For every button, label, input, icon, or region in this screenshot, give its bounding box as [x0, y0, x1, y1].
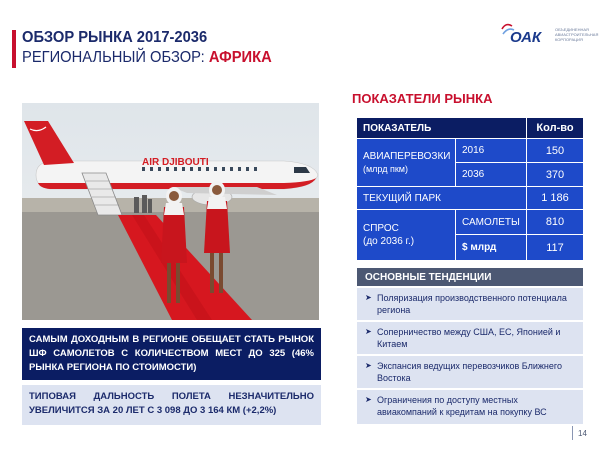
logo-subtitle: ОБЪЕДИНЕННАЯ АВИАСТРОИТЕЛЬНАЯ КОРПОРАЦИЯ — [555, 27, 599, 42]
demand-title: СПРОС — [363, 223, 399, 234]
trend-text: Экспансия ведущих перевозчиков Ближнего Востока — [377, 361, 562, 383]
arrow-bullet-icon: ➤ — [365, 293, 372, 302]
trend-item — [357, 356, 583, 388]
arrow-bullet-icon: ➤ — [365, 361, 372, 370]
trend-item — [357, 390, 583, 424]
trend-text: Соперничество между США, ЕС, Японией и Китаем — [377, 327, 561, 349]
trend-text: Поляризация производственного потенциала региона — [377, 293, 567, 315]
value-2016: 150 — [527, 139, 583, 162]
aircraft-value: 810 — [527, 210, 583, 234]
value-2036: 370 — [527, 163, 583, 186]
arrow-bullet-icon: ➤ — [365, 395, 372, 404]
year-2016-label: 2016 — [456, 139, 526, 162]
col-indicator-header: ПОКАЗАТЕЛЬ — [357, 118, 526, 138]
subtitle-region: АФРИКА — [208, 49, 272, 66]
page-number: 14 — [578, 429, 587, 438]
money-label: $ млрд — [456, 235, 526, 260]
demand-label — [357, 210, 455, 260]
money-value: 117 — [527, 235, 583, 260]
trends-title: ОСНОВНЫЕ ТЕНДЕНЦИИ — [357, 268, 583, 286]
aircraft-label: САМОЛЕТЫ — [456, 210, 526, 234]
uac-logo — [500, 20, 599, 50]
profitable-market-note: САМЫМ ДОХОДНЫМ В РЕГИОНЕ ОБЕЩАЕТ СТАТЬ РЫНОК ШФ САМОЛЕТОВ С КОЛИЧЕСТВОМ МЕСТ ДО 325 (46% РЫНКА РЕГИОНА ПО СТОИМОСТИ) — [22, 328, 321, 380]
fleet-label: ТЕКУЩИЙ ПАРК — [357, 187, 526, 209]
page-subtitle — [22, 49, 272, 67]
flight-range-note: ТИПОВАЯ ДАЛЬНОСТЬ ПОЛЕТА НЕЗНАЧИТЕЛЬНО УВЕЛИЧИТСЯ ЗА 20 ЛЕТ С 3 098 ДО 3 164 КМ (+2,2%) — [22, 385, 321, 425]
airline-name: AIR DJIBOUTI — [142, 157, 209, 168]
trend-text: Ограничения по доступу местных авиакомпаний к кредитам на покупку ВС — [377, 395, 547, 417]
air-traffic-label — [357, 139, 455, 186]
col-qty-header: Кол-во — [527, 118, 583, 138]
airplane-photo — [22, 103, 319, 320]
trend-item — [357, 288, 583, 320]
fleet-value: 1 186 — [527, 187, 583, 209]
market-section-title: ПОКАЗАТЕЛИ РЫНКА — [352, 91, 493, 106]
demand-period: (до 2036 г.) — [363, 236, 415, 247]
page-number-divider — [572, 426, 573, 440]
air-traffic-title: АВИАПЕРЕВОЗКИ — [363, 150, 451, 162]
logo-text: ОАК — [510, 29, 542, 46]
trend-item — [357, 322, 583, 354]
subtitle-prefix: РЕГИОНАЛЬНЫЙ ОБЗОР: — [22, 49, 209, 66]
air-traffic-unit: (млрд пкм) — [363, 163, 408, 174]
arrow-bullet-icon: ➤ — [365, 327, 372, 336]
page-title: ОБЗОР РЫНКА 2017-2036 — [22, 29, 208, 46]
title-accent-bar — [12, 30, 16, 68]
year-2036-label: 2036 — [456, 163, 526, 186]
